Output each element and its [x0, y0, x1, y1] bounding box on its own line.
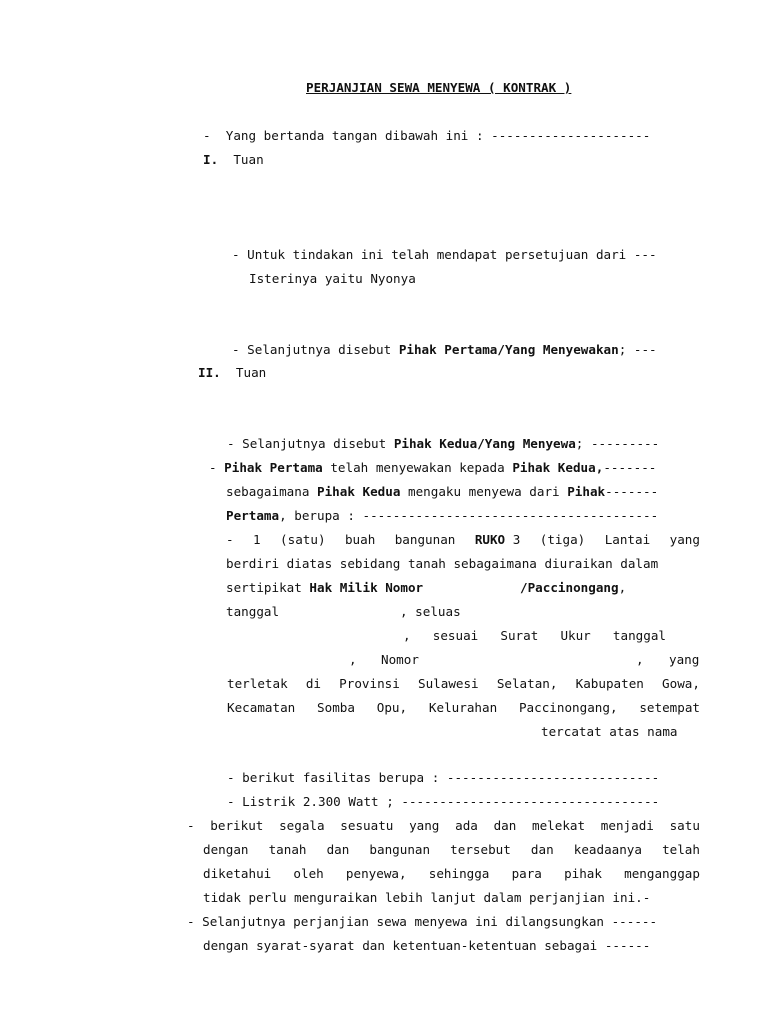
lease-statement-line	[209, 460, 656, 476]
word: Paccinongang,	[518, 700, 618, 715]
word: buah	[344, 532, 376, 547]
text-fragment: sebagaimana	[226, 484, 317, 499]
text-fragment: -------	[605, 484, 659, 499]
facilities-line: - berikut fasilitas berupa : ----------------------------	[227, 770, 660, 785]
lease-statement-line	[226, 508, 658, 524]
word: Kelurahan	[428, 700, 498, 715]
party-one-label: Pihak Pertama/Yang Menyewakan	[398, 342, 619, 357]
word: di	[305, 676, 321, 691]
paccinongang-bold: /Paccinongang	[520, 580, 619, 595]
party-one-title: Tuan	[233, 152, 264, 167]
word: dan	[530, 842, 554, 857]
word: Sulawesi	[417, 676, 479, 691]
ruko-bold: RUKO	[474, 532, 506, 547]
party-two-label: Pihak Kedua/Yang Menyewa	[393, 436, 576, 451]
signatory-intro: - Yang bertanda tangan dibawah ini : ---------------------	[203, 128, 651, 143]
designation-suffix: ; ---------	[575, 436, 660, 451]
word: 1	[253, 532, 261, 547]
location-line	[227, 700, 700, 716]
area-label: , seluas	[400, 604, 461, 619]
party-one-row	[203, 152, 264, 168]
designation-suffix: ; ---	[618, 342, 657, 357]
party-two-designation	[227, 436, 659, 452]
location-line	[227, 676, 700, 692]
word-group	[475, 532, 521, 548]
text-fragment: ,	[618, 580, 627, 595]
word: Kecamatan	[227, 700, 296, 715]
word: terletak	[227, 676, 288, 691]
text-fragment: , berupa : ---------------------------------------	[279, 508, 659, 523]
terms-line: dengan syarat-syarat dan ketentuan-ketentuan sebagai ------	[203, 938, 651, 953]
certificate-line	[226, 580, 423, 596]
date-label: tanggal	[226, 604, 280, 619]
word: menganggap	[624, 866, 700, 881]
word: oleh	[293, 866, 324, 881]
word: menjadi	[600, 818, 654, 833]
word: dan	[326, 842, 350, 857]
word: tersebut	[450, 842, 511, 857]
word: penyewa,	[345, 866, 407, 881]
word: setempat	[639, 700, 700, 715]
word: Kabupaten	[575, 676, 644, 691]
certificate-location	[520, 580, 626, 596]
party-one-number: I.	[203, 152, 219, 167]
word: (tiga)	[539, 532, 586, 547]
party-one-designation	[232, 342, 657, 358]
terms-line: - Selanjutnya perjanjian sewa menyewa ini dilangsungkan ------	[187, 914, 658, 929]
word: sesuai	[432, 628, 479, 643]
word: dan	[493, 818, 517, 833]
designation-prefix: - Selanjutnya disebut	[227, 436, 394, 451]
attachments-line: tidak perlu menguraikan lebih lanjut dalam perjanjian ini.-	[203, 890, 651, 905]
owner-line: tercatat atas nama	[541, 724, 678, 739]
word: Lantai	[604, 532, 651, 547]
word: ada	[455, 818, 478, 833]
designation-prefix: - Selanjutnya disebut	[232, 342, 399, 357]
text-fragment: mengaku menyewa dari	[400, 484, 568, 499]
word: 3	[512, 532, 521, 547]
pihak-kedua-bold: Pihak Kedua	[317, 484, 401, 499]
word: tanggal	[612, 628, 666, 643]
word: tanah	[268, 842, 307, 857]
pihak-pertama-bold: Pihak Pertama	[224, 460, 323, 475]
electricity-line: - Listrik 2.300 Watt ; ----------------------------------	[227, 794, 660, 809]
word: Gowa,	[662, 676, 700, 691]
word: -	[187, 818, 195, 833]
party-two-row	[198, 365, 266, 381]
word: pihak	[564, 866, 602, 881]
consent-line: - Untuk tindakan ini telah mendapat persetujuan dari ---	[232, 247, 657, 262]
pihak-bold: Pihak	[567, 484, 606, 499]
word: yang	[409, 818, 440, 833]
property-line	[226, 532, 700, 548]
word: -	[226, 532, 234, 547]
attachments-line	[203, 842, 700, 858]
word: Somba	[317, 700, 355, 715]
wife-line: Isterinya yaitu Nyonya	[249, 271, 416, 286]
word: segala	[279, 818, 325, 833]
party-two-number: II.	[198, 365, 221, 380]
word: satu	[669, 818, 700, 833]
text-fragment: yang	[669, 652, 700, 667]
word: Surat	[500, 628, 539, 643]
hak-milik-bold: Hak Milik Nomor	[309, 580, 424, 595]
word: Ukur	[560, 628, 591, 643]
document-title: PERJANJIAN SEWA MENYEWA ( KONTRAK )	[306, 80, 572, 95]
lease-statement-line	[226, 484, 658, 500]
text-fragment: ,	[349, 652, 357, 667]
word: Provinsi	[339, 676, 400, 691]
pihak-kedua-bold: Pihak Kedua,	[512, 460, 604, 475]
word: bangunan	[369, 842, 431, 857]
word: para	[511, 866, 542, 881]
attachments-line	[187, 818, 700, 834]
word: sehingga	[428, 866, 490, 881]
number-label: Nomor	[381, 652, 419, 667]
word: yang	[669, 532, 700, 547]
survey-line	[403, 628, 666, 644]
word: bangunan	[394, 532, 456, 547]
word: telah	[662, 842, 700, 857]
party-two-title: Tuan	[235, 365, 267, 380]
word: Opu,	[376, 700, 408, 715]
word: (satu)	[280, 532, 326, 547]
text-fragment: telah menyewakan kepada	[322, 460, 513, 475]
word: Selatan,	[496, 676, 558, 691]
text-fragment: -------	[603, 460, 657, 475]
property-line: berdiri diatas sebidang tanah sebagaimana diuraikan dalam	[226, 556, 659, 571]
attachments-line	[203, 866, 700, 882]
pertama-bold: Pertama	[226, 508, 280, 523]
word: dengan	[203, 842, 249, 857]
word: ,	[403, 628, 411, 643]
word: diketahui	[203, 866, 272, 881]
text-fragment: -	[209, 460, 225, 475]
word: sesuatu	[340, 818, 394, 833]
word: keadaanya	[573, 842, 642, 857]
text-fragment: ,	[636, 652, 644, 667]
word: berikut	[210, 818, 264, 833]
word: melekat	[532, 818, 586, 833]
text-fragment: sertipikat	[226, 580, 310, 595]
